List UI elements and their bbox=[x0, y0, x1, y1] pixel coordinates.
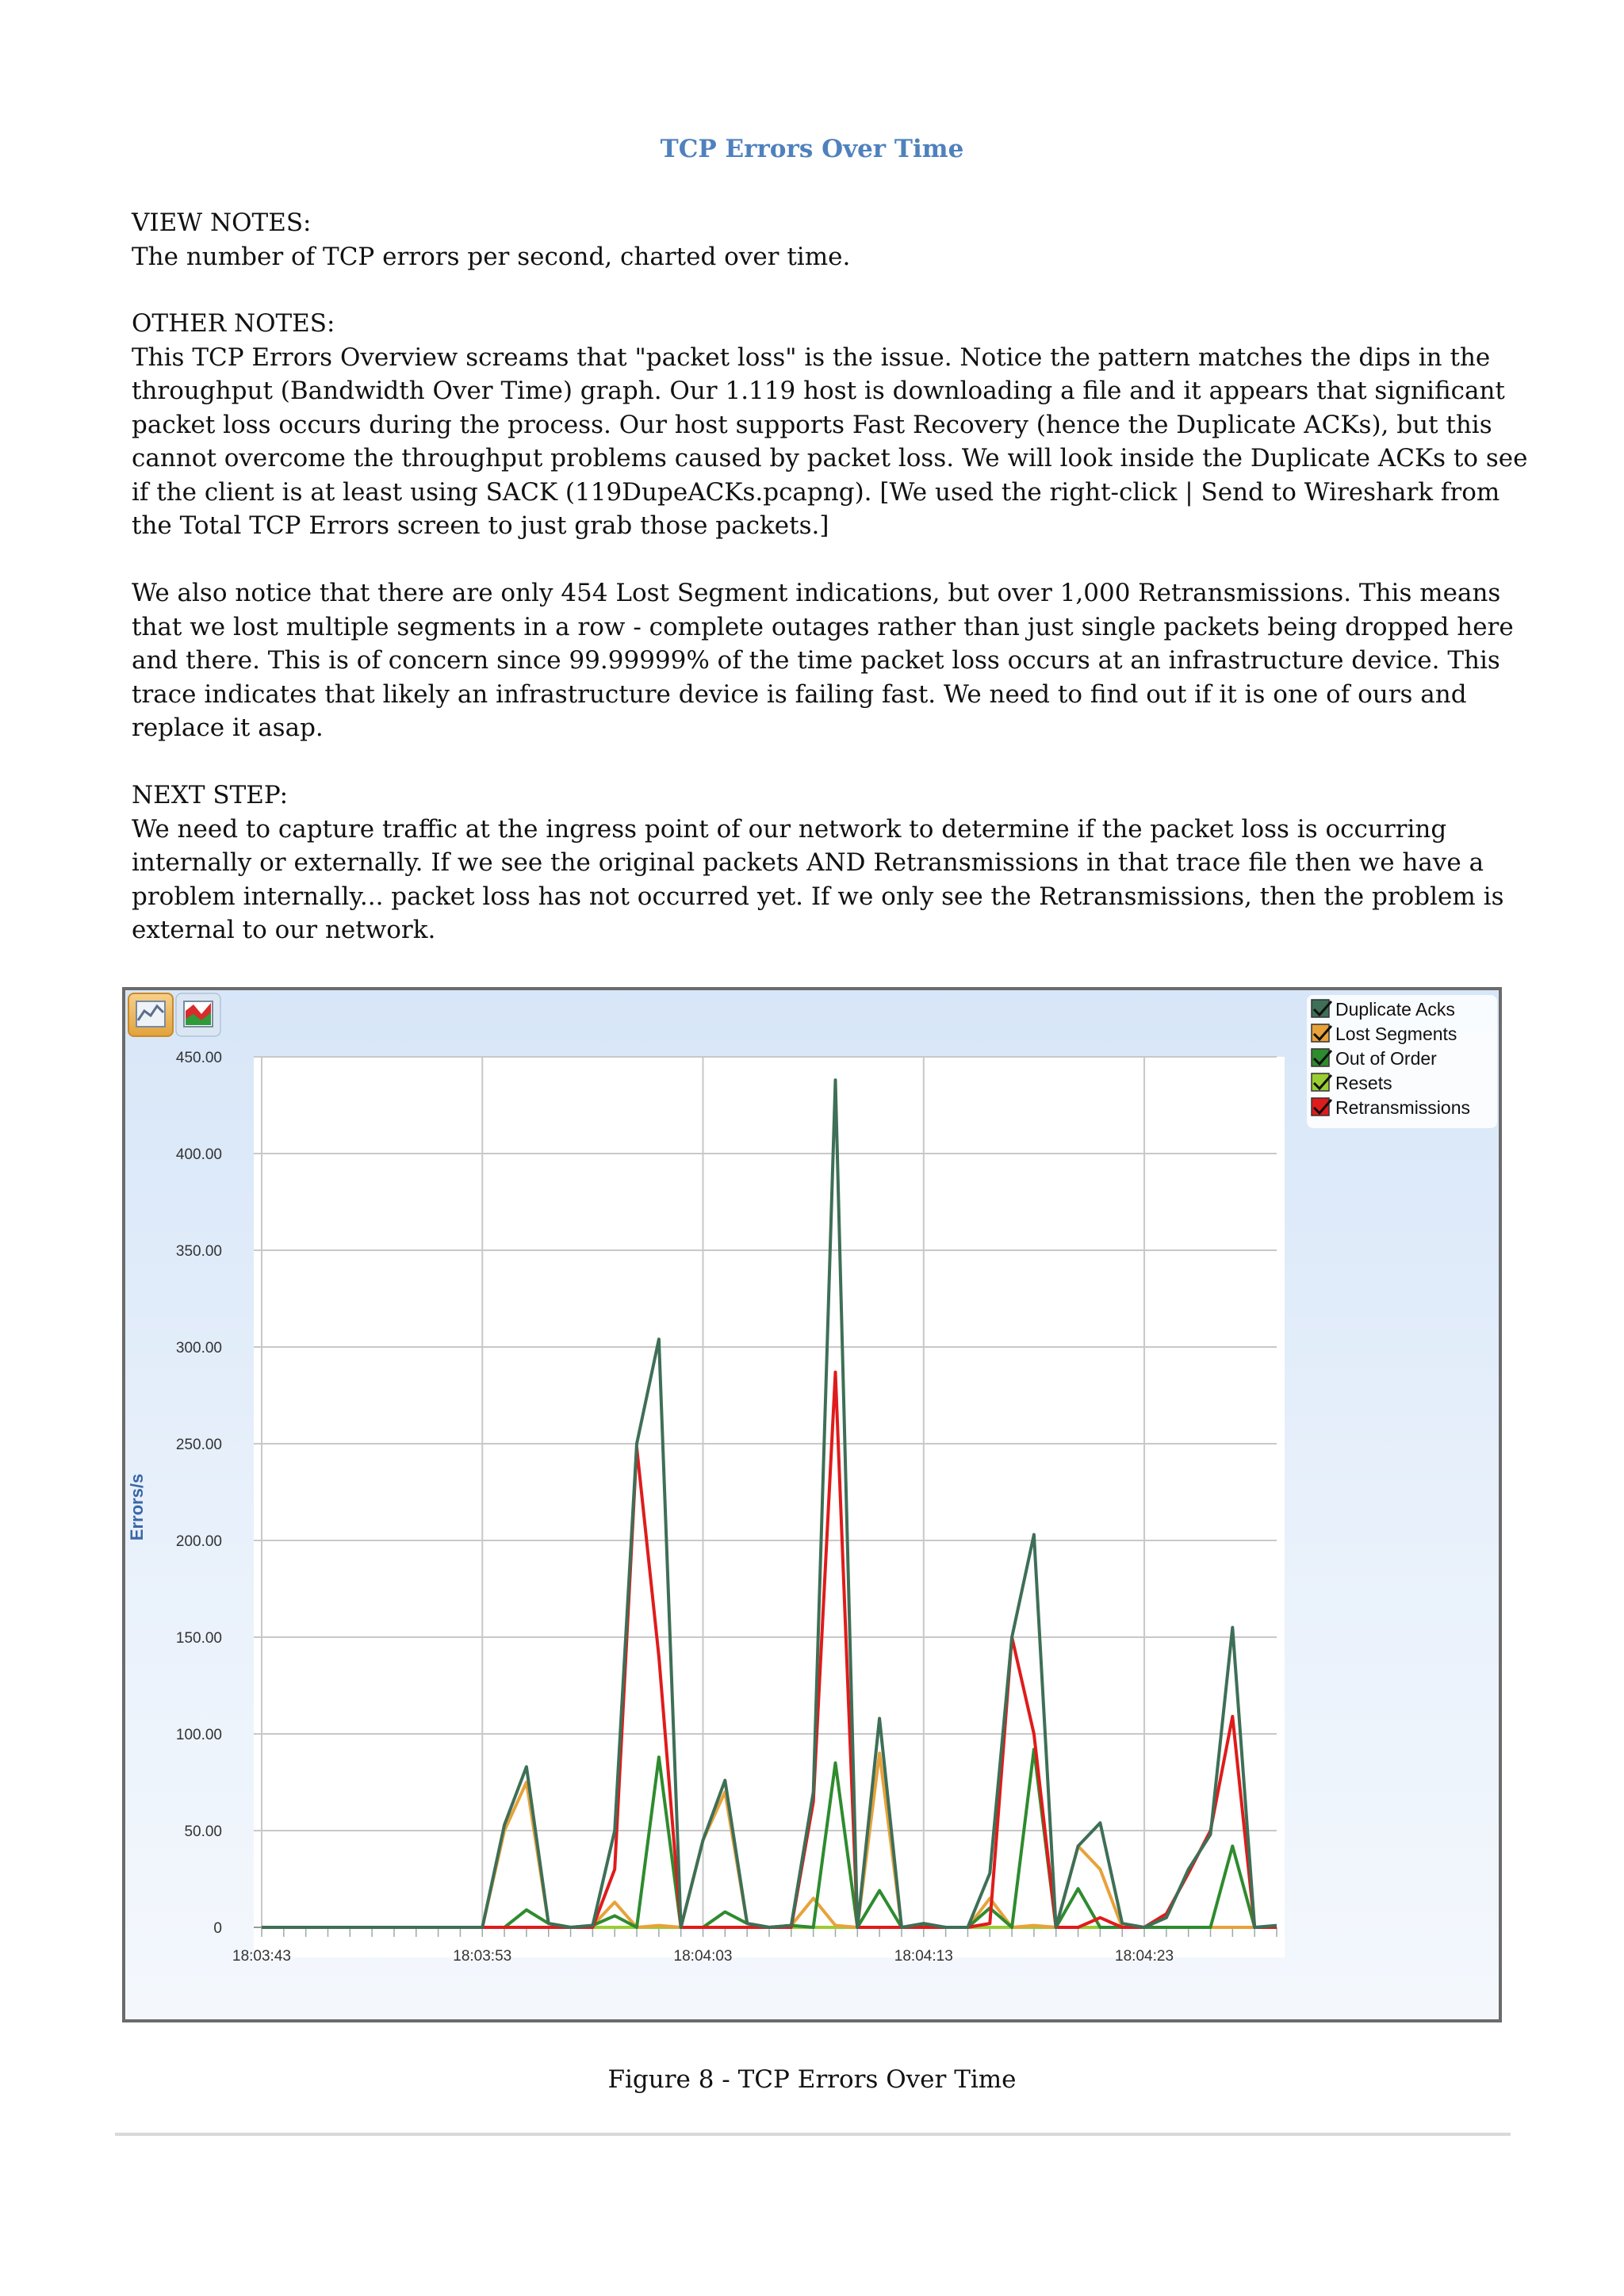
also-notes-line: and there. This is of concern since 99.99999% of the time packet loss occurs at an infrastructure device. This bbox=[132, 646, 1500, 675]
area-chart-view-button[interactable] bbox=[176, 993, 220, 1036]
next-step bbox=[132, 779, 1504, 947]
view-notes-line: The number of TCP errors per second, charted over time. bbox=[132, 242, 851, 271]
also-notes-line: that we lost multiple segments in a row - complete outages rather than just single packets being dropped here bbox=[132, 612, 1514, 641]
legend-item-retransmissions[interactable] bbox=[1312, 1097, 1470, 1118]
also-notes bbox=[132, 576, 1514, 745]
chart-legend bbox=[1307, 995, 1497, 1128]
legend-label: Retransmissions bbox=[1335, 1097, 1470, 1118]
document-title: TCP Errors Over Time bbox=[660, 135, 964, 163]
other-notes-heading: OTHER NOTES: bbox=[132, 309, 335, 338]
next-step-line: internally or externally. If we see the original packets AND Retransmissions in that trace file then we have a bbox=[132, 848, 1484, 877]
area-chart-icon bbox=[184, 1001, 213, 1027]
view-notes-heading: VIEW NOTES: bbox=[132, 209, 312, 237]
also-notes-line: replace it asap. bbox=[132, 714, 324, 742]
legend-item-resets[interactable] bbox=[1312, 1073, 1392, 1093]
other-notes-line: if the client is at least using SACK (119DupeACKs.pcapng). [We used the right-click | Send to Wireshark from bbox=[132, 477, 1500, 507]
next-step-line: We need to capture traffic at the ingress point of our network to determine if the packet loss is occurring bbox=[132, 814, 1447, 844]
footer-divider bbox=[115, 2133, 1511, 2136]
y-axis bbox=[176, 1050, 222, 1937]
x-tick-label: 18:03:53 bbox=[453, 1948, 512, 1965]
y-tick-label: 150.00 bbox=[175, 1630, 222, 1647]
y-tick-label: 0 bbox=[213, 1920, 222, 1937]
y-tick-label: 300.00 bbox=[175, 1340, 222, 1357]
figure-caption: Figure 8 - TCP Errors Over Time bbox=[607, 2065, 1017, 2094]
next-step-heading: NEXT STEP: bbox=[132, 781, 289, 809]
legend-label: Out of Order bbox=[1335, 1048, 1437, 1069]
y-tick-label: 50.00 bbox=[184, 1823, 222, 1840]
x-tick-label: 18:03:43 bbox=[232, 1948, 291, 1965]
other-notes bbox=[132, 307, 1528, 543]
y-tick-label: 200.00 bbox=[175, 1533, 222, 1550]
x-tick-label: 18:04:23 bbox=[1115, 1948, 1174, 1965]
view-notes bbox=[132, 206, 1496, 274]
y-tick-label: 450.00 bbox=[175, 1050, 222, 1066]
chart-screenshot bbox=[122, 987, 1502, 2022]
line-chart-icon bbox=[136, 1001, 165, 1027]
legend-label: Lost Segments bbox=[1335, 1024, 1457, 1044]
line-chart-view-button[interactable] bbox=[128, 993, 173, 1036]
y-tick-label: 400.00 bbox=[175, 1146, 222, 1163]
next-step-line: problem internally... packet loss has not occurred yet. If we only see the Retransmissions, then the problem is bbox=[132, 882, 1504, 911]
y-tick-label: 350.00 bbox=[175, 1243, 222, 1260]
x-tick-label: 18:04:03 bbox=[673, 1948, 733, 1965]
other-notes-line: This TCP Errors Overview screams that "packet loss" is the issue. Notice the pattern matches the dips in the bbox=[132, 342, 1491, 372]
errors-chart bbox=[125, 990, 1499, 2019]
other-notes-line: cannot overcome the throughput problems caused by packet loss. We will look inside the Duplicate ACKs to see bbox=[132, 444, 1528, 473]
next-step-line: external to our network. bbox=[132, 916, 436, 944]
legend-label: Duplicate Acks bbox=[1335, 999, 1455, 1020]
y-tick-label: 250.00 bbox=[175, 1437, 222, 1453]
y-axis-label: Errors/s bbox=[127, 1473, 147, 1541]
other-notes-line: throughput (Bandwidth Over Time) graph. Our 1.119 host is downloading a file and it appears that significant bbox=[132, 377, 1505, 405]
also-notes-line: We also notice that there are only 454 Lost Segment indications, but over 1,000 Retransmissions. This means bbox=[132, 579, 1501, 607]
other-notes-line: packet loss occurs during the process. Our host supports Fast Recovery (hence the Duplicate ACKs), but this bbox=[132, 410, 1492, 439]
other-notes-line: the Total TCP Errors screen to just grab those packets.] bbox=[132, 511, 829, 540]
legend-label: Resets bbox=[1335, 1073, 1392, 1093]
y-tick-label: 100.00 bbox=[175, 1727, 222, 1743]
x-tick-label: 18:04:13 bbox=[894, 1948, 953, 1965]
also-notes-line: trace indicates that likely an infrastructure device is failing fast. We need to find out if it is one of ours and bbox=[132, 679, 1467, 709]
